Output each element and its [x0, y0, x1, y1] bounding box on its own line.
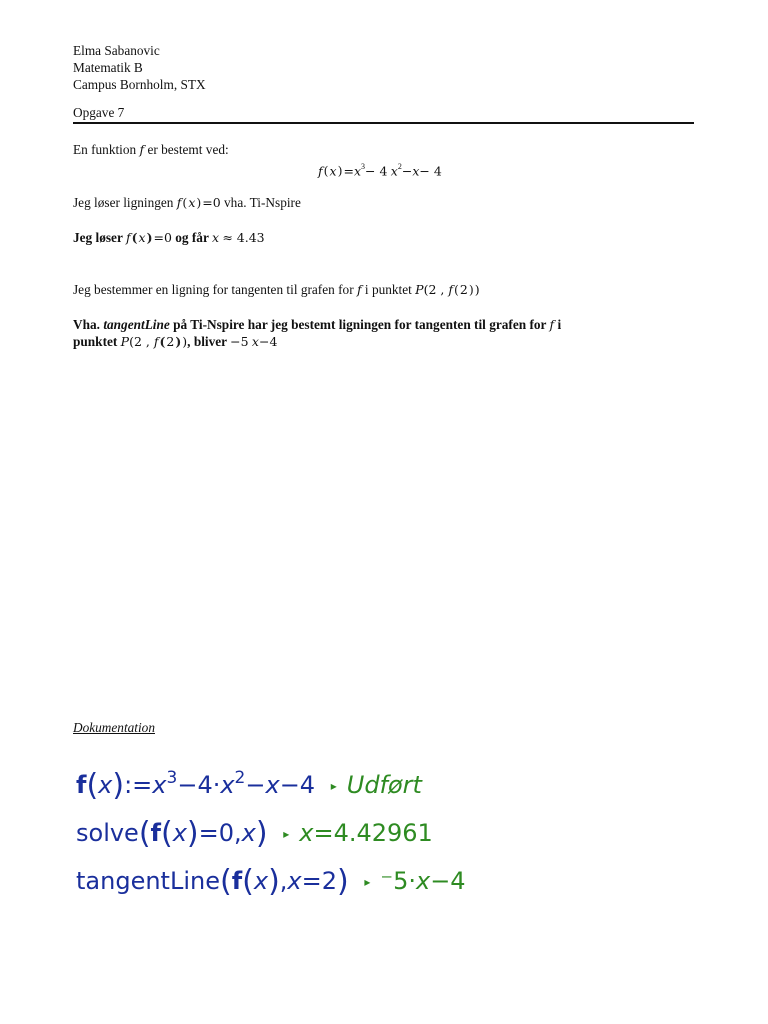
header-divider — [73, 122, 694, 124]
paragraph-tangent: Jeg bestemmer en ligning for tangenten til grafen for f i punktet P(2 , f(2)) — [73, 282, 480, 297]
paragraph-solve: Jeg løser ligningen f(x)=0 vha. Ti-Nspire — [73, 195, 301, 210]
task-title: Opgave 7 — [73, 105, 125, 120]
nspire-solve-row: solve(f(x)=0,x) ▸ x=4.42961 — [76, 816, 433, 851]
result-arrow-icon: ▸ — [330, 779, 337, 793]
documentation-label: Dokumentation — [73, 720, 155, 735]
paragraph-tangent-result-2: punktet P(2 , f(2)), bliver −5 x−4 — [73, 334, 278, 349]
function-formula: $f(x)=x^3- 4$ $x^2-x- 4$ — [318, 162, 442, 179]
result-arrow-icon: ▸ — [364, 875, 371, 889]
subject-name: Matematik B — [73, 60, 143, 75]
school-name: Campus Bornholm, STX — [73, 77, 206, 92]
author-name: Elma Sabanovic — [73, 43, 160, 58]
nspire-tangentline-row: tangentLine(f(x),x=2) ▸ ⁻5·x−4 — [76, 864, 466, 899]
nspire-define-row: $f(x):=x^3-4\cdot x^2-x-4$ ▸ Udført — [76, 768, 422, 803]
paragraph-result: Jeg løser f(x)=0 og får x ≈ 4.43 — [73, 230, 265, 245]
paragraph-tangent-result-1: Vha. tangentLine på Ti-Nspire har jeg bestemt ligningen for tangenten til grafen for f i — [73, 317, 562, 332]
paragraph-intro: En funktion f er bestemt ved: — [73, 142, 229, 157]
result-arrow-icon: ▸ — [283, 827, 290, 841]
